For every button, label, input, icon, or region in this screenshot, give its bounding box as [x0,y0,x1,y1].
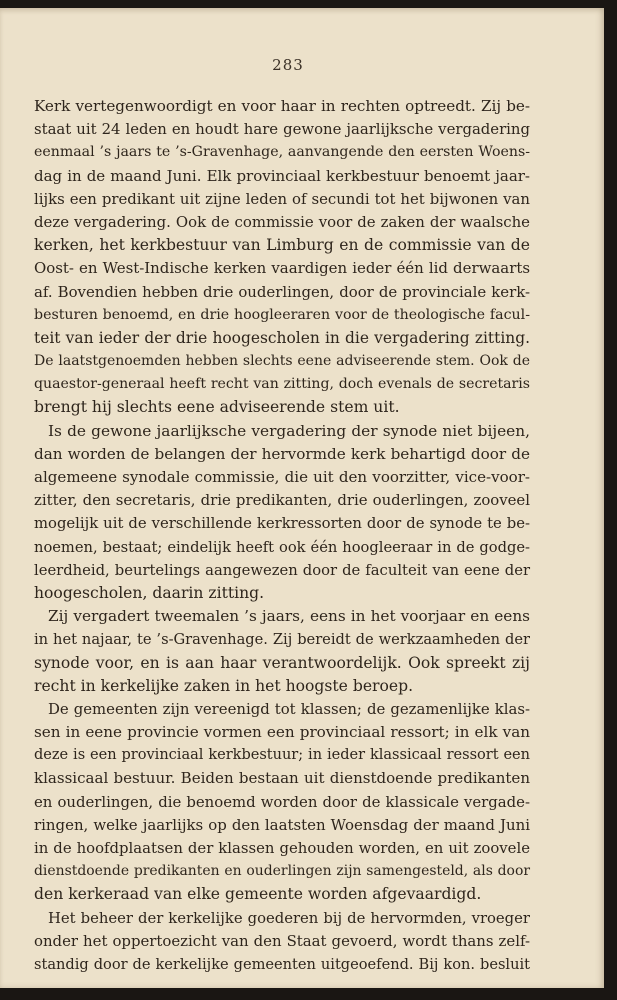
text-line: besturen benoemd, en drie hoogleeraren voor de theologische facul- [34,306,530,323]
text-line: kerken, het kerkbestuur van Limburg en de commissie van de [34,236,530,255]
text-line: lijks een predikant uit zijne leden of secundi tot het bijwonen van [34,189,530,208]
text-line: in de hoofdplaatsen der klassen gehouden worden, en uit zoovele [34,839,530,857]
text-line: deze vergadering. Ook de commissie voor de zaken der waalsche [34,212,530,231]
text-line: Zij vergadert tweemalen ’s jaars, eens in het voorjaar en eens [48,607,530,626]
text-line: brengt hij slechts eene adviseerende stem uit. [34,398,400,417]
text-line: De laatstgenoemden hebben slechts eene adviseerende stem. Ook de [34,353,530,370]
text-line: zitter, den secretaris, drie predikanten, drie ouderlingen, zooveel [34,491,530,510]
text-line: Kerk vertegenwoordigt en voor haar in rechten optreedt. Zij be- [34,97,530,115]
text-line: quaestor-generaal heeft recht van zitting, doch evenals de secretaris [34,376,530,393]
text-line: en ouderlingen, die benoemd worden door de klassicale vergade- [34,792,530,811]
book-page [0,8,604,988]
text-line: ringen, welke jaarlijks op den laatsten Woensdag der maand Juni [34,815,530,834]
text-line: deze is een provinciaal kerkbestuur; in ieder klassicaal ressort een [34,747,530,764]
text-line: teit van ieder der drie hoogescholen in die vergadering zitting. [34,328,530,347]
text-line: Oost- en West-Indische kerken vaardigen ieder één lid derwaarts [34,259,530,278]
text-line: af. Bovendien hebben drie ouderlingen, door de provinciale kerk- [34,282,530,301]
text-line: noemen, bestaat; eindelijk heeft ook één hoogleeraar in de godge- [34,538,530,556]
text-line: leerdheid, beurtelings aangewezen door de faculteit van eene der [34,561,530,579]
page-number: 283 [272,56,304,74]
text-line: Is de gewone jaarlijksche vergadering der synode niet bijeen, [48,421,530,440]
text-line: sen in eene provincie vormen een provinciaal ressort; in elk van [34,723,530,742]
text-line: hoogescholen, daarin zitting. [34,583,265,602]
text-line: eenmaal ’s jaars te ’s-Gravenhage, aanvangende den eersten Woens- [34,144,530,161]
text-line: Het beheer der kerkelijke goederen bij de hervormden, vroeger [48,909,530,927]
text-line: onder het oppertoezicht van den Staat gevoerd, wordt thans zelf- [34,931,530,950]
text-line: synode voor, en is aan haar verantwoordelijk. Ook spreekt zij [34,653,530,672]
text-line: De gemeenten zijn vereenigd tot klassen; de gezamenlijke klas- [48,699,530,718]
text-line: algemeene synodale commissie, die uit den voorzitter, vice-voor- [34,468,530,486]
text-line: den kerkeraad van elke gemeente worden afgevaardigd. [34,885,482,904]
text-line: standig door de kerkelijke gemeenten uitgeoefend. Bij kon. besluit [34,955,530,973]
text-line: klassicaal bestuur. Beiden bestaan uit dienstdoende predikanten [34,769,530,788]
text-line: mogelijk uit de verschillende kerkressorten door de synode te be- [34,515,530,533]
text-line: recht in kerkelijke zaken in het hoogste beroep. [34,676,414,695]
text-line: dienstdoende predikanten en ouderlingen zijn samengesteld, als door [34,863,530,880]
text-line: dan worden de belangen der hervormde kerk behartigd door de [34,444,530,463]
text-line: staat uit 24 leden en houdt hare gewone jaarlijksche vergadering [34,120,530,139]
text-line: in het najaar, te ’s-Gravenhage. Zij bereidt de werkzaamheden der [34,631,530,649]
text-line: dag in de maand Juni. Elk provinciaal kerkbestuur benoemt jaar- [34,166,530,185]
body-text [34,95,530,976]
